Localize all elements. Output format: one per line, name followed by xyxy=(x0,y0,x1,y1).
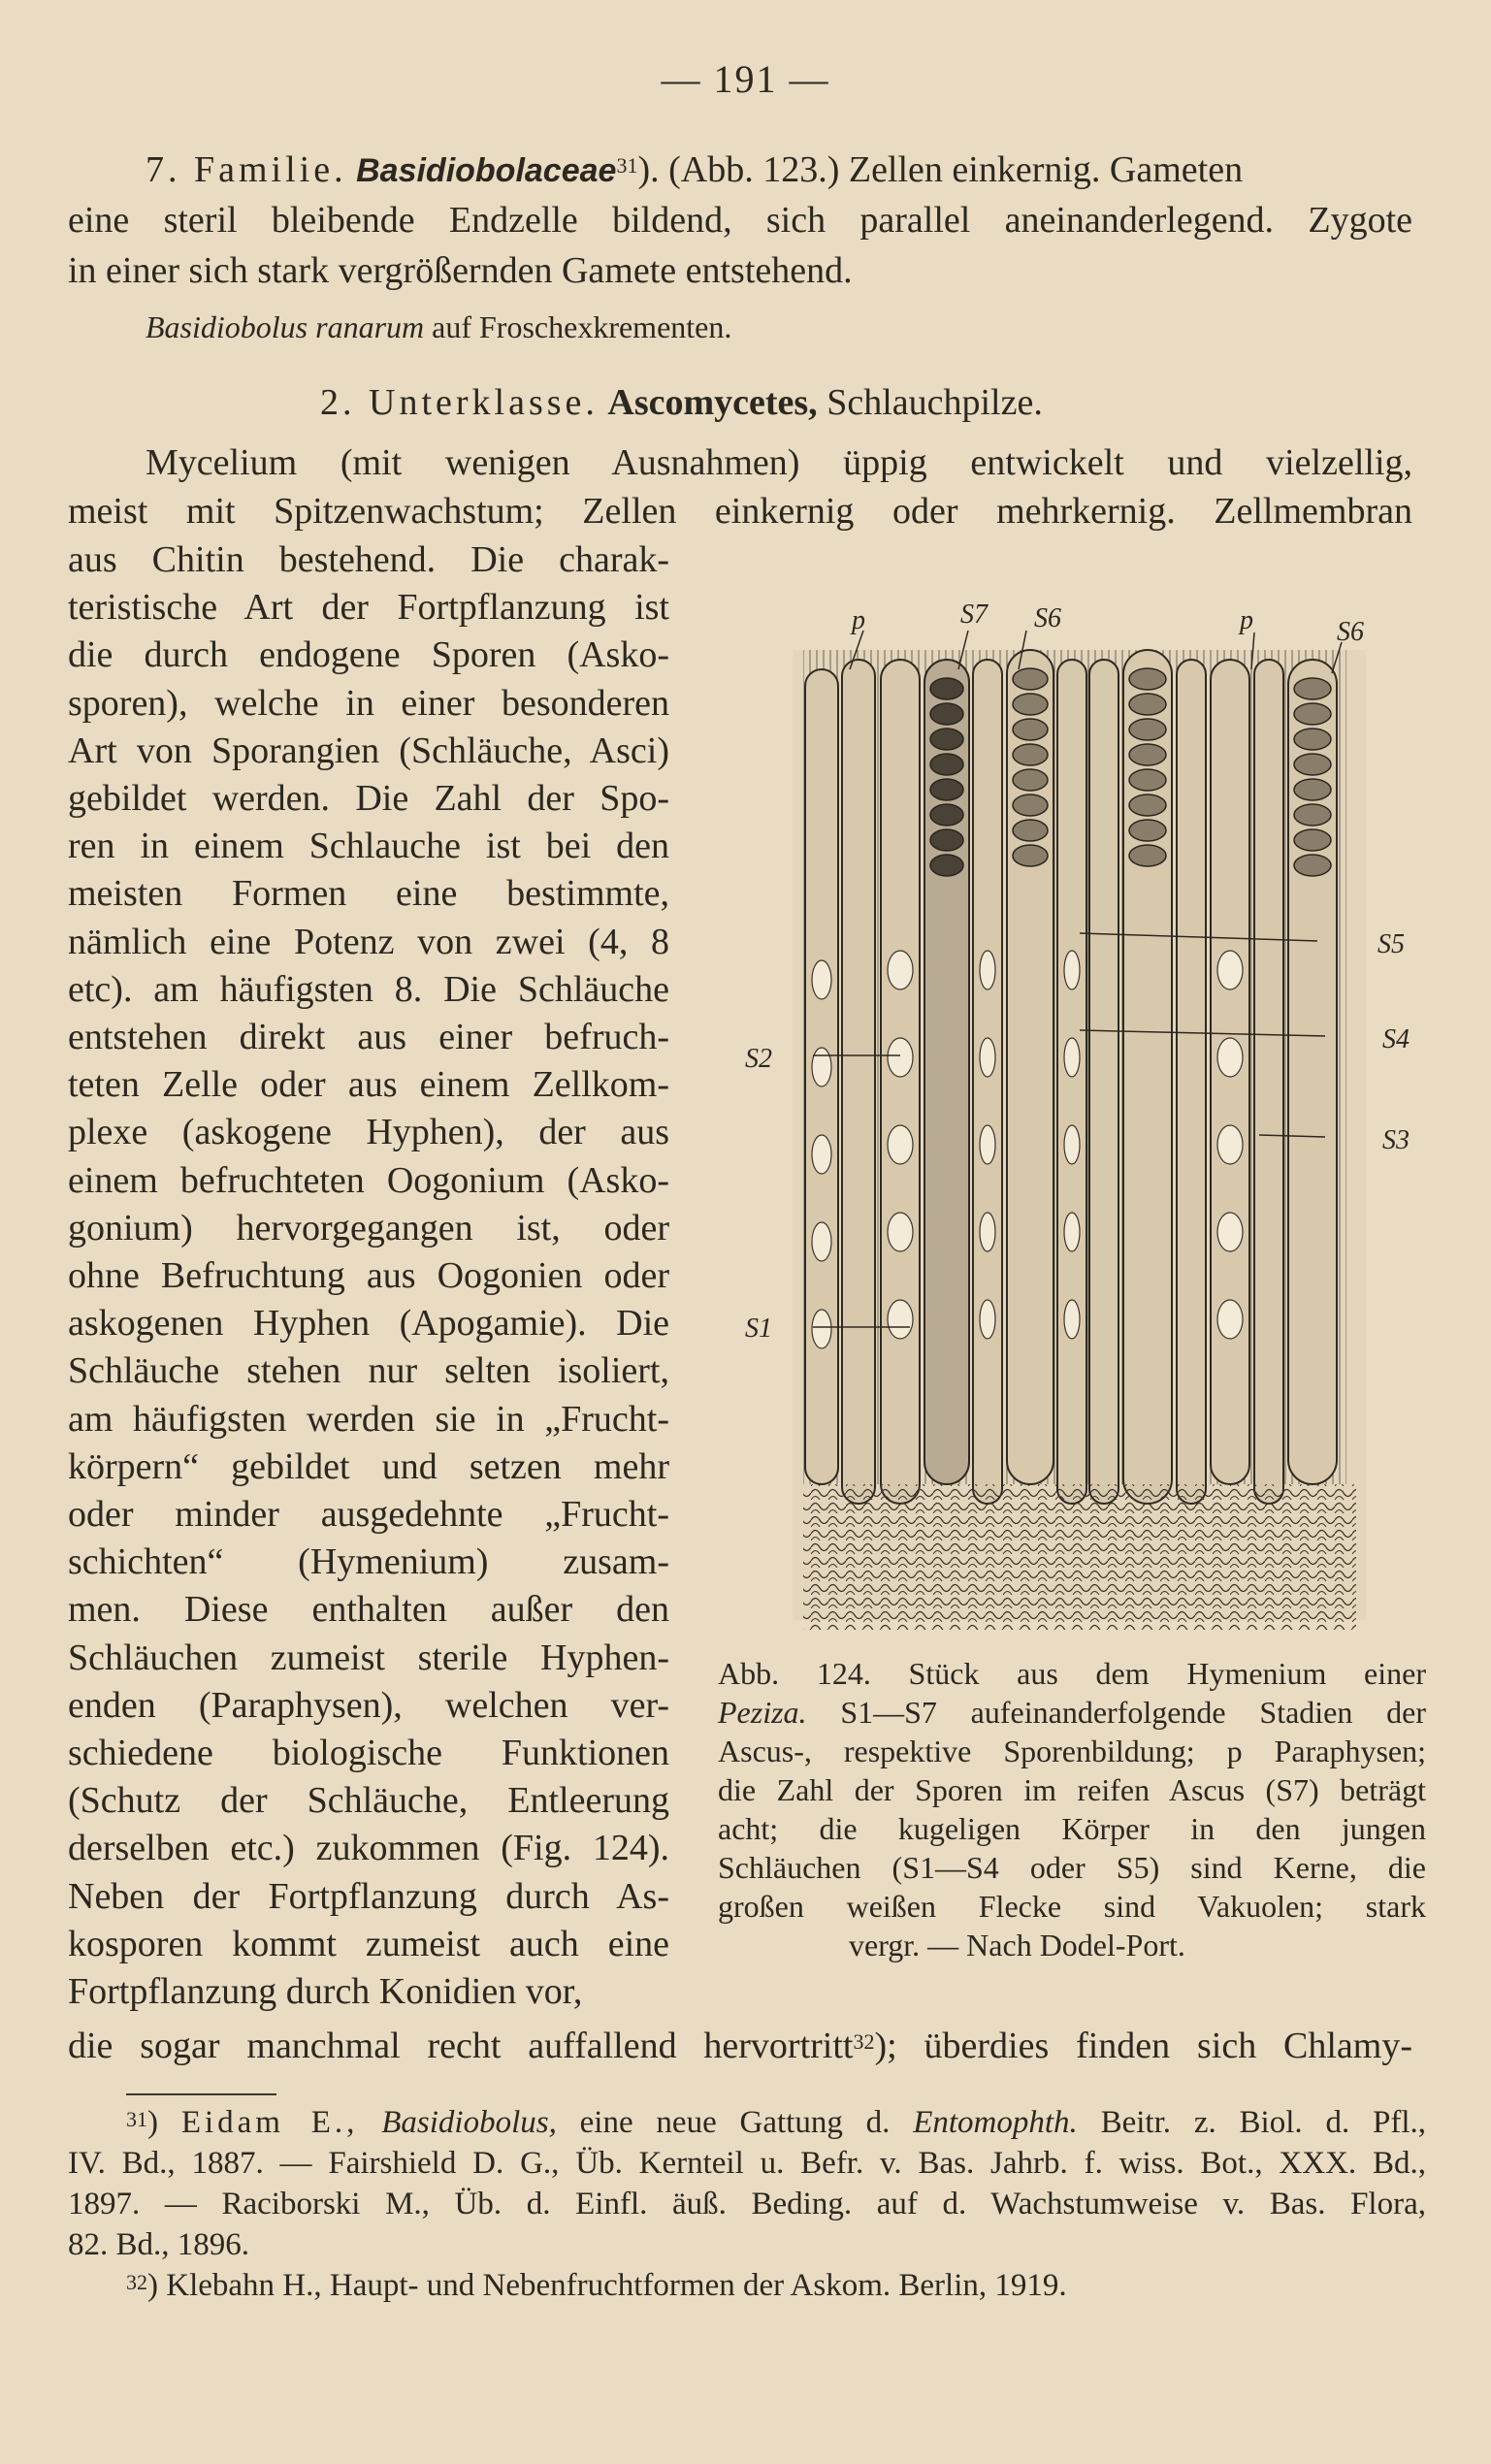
column-line: ohne Befruchtung aus Oogonien oder xyxy=(68,1255,669,1296)
spore xyxy=(930,855,963,876)
spore xyxy=(930,829,963,851)
vacuole xyxy=(980,1038,995,1077)
ascus xyxy=(1177,660,1206,1504)
spore xyxy=(1013,820,1048,841)
spore xyxy=(1294,829,1331,851)
spore xyxy=(1013,769,1048,791)
footnote-ref-32[interactable]: 32 xyxy=(853,2029,875,2054)
column-line: Schläuche stehen nur selten isoliert, xyxy=(68,1350,669,1392)
subhymenium-mesh xyxy=(803,1484,1356,1630)
fn31-text-c: eine neue Gattung d. xyxy=(579,2105,891,2140)
footnote-ref-31[interactable]: 31 xyxy=(616,153,638,178)
vacuole xyxy=(1217,1038,1243,1077)
caption-line-6: Schläuchen (S1—S4 oder S5) sind Kerne, die xyxy=(718,1850,1426,1885)
vacuole xyxy=(1064,1125,1080,1164)
vacuole xyxy=(812,1135,831,1174)
unterklasse-prefix: 2. Unterklasse. xyxy=(320,382,599,423)
column-line: Fortpflanzung durch Konidien vor, xyxy=(68,1971,583,2012)
ascus xyxy=(881,660,920,1504)
spore xyxy=(1129,794,1166,816)
column-line: entstehen direkt aus einer befruch- xyxy=(68,1017,669,1057)
spore xyxy=(1294,804,1331,826)
familie-prefix: 7. Familie. xyxy=(146,149,347,190)
spore xyxy=(930,754,963,775)
footnote-rule xyxy=(126,2093,276,2095)
spore xyxy=(1129,845,1166,866)
spore xyxy=(1294,855,1331,876)
label-s7: S7 xyxy=(960,600,988,630)
spore xyxy=(1129,820,1166,841)
column-line: plexe (askogene Hyphen), der aus xyxy=(68,1112,669,1153)
vacuole xyxy=(888,1125,913,1164)
column-line: etc). am häufigsten 8. Die Schläuche xyxy=(68,968,669,1010)
unterklasse-rest: Schlauchpilze. xyxy=(827,382,1043,423)
vacuole xyxy=(980,1213,995,1251)
column-line: Schläuchen zumeist sterile Hyphen- xyxy=(68,1637,669,1678)
column-line: körpern“ gebildet und setzen mehr xyxy=(68,1445,669,1487)
footnote-32-number: 32 xyxy=(126,2270,147,2294)
vacuole xyxy=(1217,1300,1243,1339)
spore xyxy=(930,779,963,800)
vacuole xyxy=(812,960,831,999)
vacuole xyxy=(812,1048,831,1086)
spore xyxy=(1129,668,1166,690)
vacuole xyxy=(888,1038,913,1077)
column-line: derselben etc.) zukommen (Fig. 124). xyxy=(68,1828,669,1869)
column-line: einem befruchteten Oogonium (Asko- xyxy=(68,1159,669,1201)
vacuole xyxy=(1217,951,1243,989)
body-line-1: Mycelium (mit wenigen Ausnahmen) üppig entwickelt und vielzellig, xyxy=(146,442,1412,483)
column-line: gonium) hervorgegangen ist, oder xyxy=(68,1207,669,1248)
ascus xyxy=(973,660,1002,1504)
footnote-32: $^{32}$) Klebahn H., Haupt- und Nebenfruchtformen der Askom. Berlin, 1919. xyxy=(126,2268,1067,2303)
fn31-genus: Basidiobolus, xyxy=(381,2105,557,2140)
column-line: schichten“ (Hymenium) zusam- xyxy=(68,1541,669,1583)
vacuole xyxy=(980,1300,995,1339)
spore xyxy=(1294,678,1331,699)
unterklasse-name: Ascomycetes, xyxy=(607,382,818,423)
caption-line-2 xyxy=(718,1693,1426,1732)
column-line: Neben der Fortpflanzung durch As- xyxy=(68,1875,669,1917)
vacuole xyxy=(980,1125,995,1164)
caption-genus: Peziza. xyxy=(718,1695,807,1730)
last-line-before: die sogar manchmal recht auffallend hervortritt xyxy=(68,2026,854,2066)
page-number: — 191 — xyxy=(661,57,830,101)
label-p-right: p xyxy=(1240,605,1253,635)
spore xyxy=(1013,694,1048,715)
vacuole xyxy=(1217,1213,1243,1251)
spore xyxy=(1294,754,1331,775)
spore xyxy=(1013,794,1048,816)
asci-group xyxy=(805,650,1337,1504)
vacuole xyxy=(812,1222,831,1261)
familie-after: ). (Abb. 123.) Zellen einkernig. Gameten xyxy=(637,149,1244,190)
caption-line-7: großen weißen Flecke sind Vakuolen; stark xyxy=(718,1889,1426,1924)
vacuole xyxy=(1064,951,1080,989)
footnote-32-text: Klebahn H., Haupt- und Nebenfruchtformen der Askom. Berlin, 1919. xyxy=(166,2268,1067,2303)
label-s2: S2 xyxy=(745,1044,772,1074)
spore xyxy=(1294,703,1331,725)
caption-line-5: acht; die kugeligen Körper in den jungen xyxy=(718,1811,1426,1846)
label-s3: S3 xyxy=(1382,1125,1410,1155)
label-s6-top: S6 xyxy=(1034,603,1061,633)
column-line: die durch endogene Sporen (Asko- xyxy=(68,634,669,676)
column-line: Art von Sporangien (Schläuche, Asci) xyxy=(68,729,669,771)
caption-l2-rest: S1—S7 aufeinanderfolgende Stadien der xyxy=(840,1695,1427,1730)
familie-line-3: in einer sich stark vergrößernden Gamete entstehend. xyxy=(68,250,853,291)
spore xyxy=(1294,779,1331,800)
body-last-line xyxy=(68,2022,1412,2070)
column-line: gebildet werden. Die Zahl der Spo- xyxy=(68,778,669,819)
label-s4: S4 xyxy=(1382,1024,1410,1054)
familie-line-2: eine steril bleibende Endzelle bildend, sich parallel aneinanderlegend. Zygote xyxy=(68,200,1412,241)
footnote-31-number: 31 xyxy=(126,2107,147,2131)
spore xyxy=(1129,694,1166,715)
spore xyxy=(1129,769,1166,791)
familie-heading-line xyxy=(146,146,1243,195)
vacuole xyxy=(1064,1300,1080,1339)
spore xyxy=(930,729,963,750)
spore xyxy=(930,804,963,826)
label-s5: S5 xyxy=(1378,929,1405,959)
ascus xyxy=(1254,660,1283,1504)
spore xyxy=(1129,719,1166,740)
label-p-left: p xyxy=(852,605,865,635)
column-line: men. Diese enthalten außer den xyxy=(68,1589,669,1631)
caption-line-8: vergr. — Nach Dodel-Port. xyxy=(849,1928,1185,1962)
vacuole xyxy=(812,1310,831,1348)
hymenium-figure xyxy=(745,600,1381,1646)
body-line-2: meist mit Spitzenwachstum; Zellen einkernig oder mehrkernig. Zellmembran xyxy=(68,491,1412,532)
column-line: schiedene biologische Funktionen xyxy=(68,1733,669,1773)
caption-line-3: Ascus-, respektive Sporenbildung; p Paraphysen; xyxy=(718,1734,1426,1768)
column-line: askogenen Hyphen (Apogamie). Die xyxy=(68,1303,669,1345)
column-line: aus Chitin bestehend. Die charak- xyxy=(68,539,669,580)
column-line: sporen), welche in einer besonderen xyxy=(68,682,669,724)
label-s1: S1 xyxy=(745,1313,772,1344)
vacuole xyxy=(888,1213,913,1251)
fn31-entomophth: Entomophth. xyxy=(913,2105,1078,2140)
spore xyxy=(1013,668,1048,690)
caption-line-4: die Zahl der Sporen im reifen Ascus (S7) beträgt xyxy=(718,1772,1426,1807)
footnote-31-line-1: $^{31}$) Eidam E., Basidiobolus, eine neue Gattung d. Entomophth. Beitr. z. Biol. d. Pfl., xyxy=(126,2105,1427,2140)
column-line: ren in einem Schlauche ist bei den xyxy=(68,826,669,867)
vacuole xyxy=(888,1300,913,1339)
example-rest: auf Froschexkrementen. xyxy=(432,309,732,344)
column-line: nämlich eine Potenz von zwei (4, 8 xyxy=(68,921,669,962)
column-line: teten Zelle oder aus einem Zellkom- xyxy=(68,1064,669,1106)
vacuole xyxy=(1064,1213,1080,1251)
footnote-31-line-4: 82. Bd., 1896. xyxy=(68,2227,250,2262)
fn31-text-e: Beitr. z. Biol. d. Pfl., xyxy=(1100,2105,1427,2140)
column-line: am häufigsten werden sie in „Frucht- xyxy=(68,1398,669,1440)
familie-example xyxy=(146,303,731,351)
fn31-author: Eidam E., xyxy=(180,2105,359,2140)
column-line: enden (Paraphysen), welchen ver- xyxy=(68,1684,669,1726)
last-line-after: ); überdies finden sich Chlamy- xyxy=(874,2026,1413,2066)
familie-name: Basidiobolaceae xyxy=(356,152,617,189)
ascus xyxy=(842,660,875,1504)
column-line: meisten Formen eine bestimmte, xyxy=(68,873,669,915)
ascus xyxy=(1089,660,1118,1504)
vacuole xyxy=(888,951,913,989)
spore xyxy=(930,678,963,699)
unterklasse-heading xyxy=(320,378,1043,427)
column-line: (Schutz der Schläuche, Entleerung xyxy=(68,1780,669,1822)
spore xyxy=(1013,744,1048,765)
vacuole xyxy=(980,951,995,989)
column-line: oder minder ausgedehnte „Frucht- xyxy=(68,1494,669,1535)
spore xyxy=(1294,729,1331,750)
vacuole xyxy=(1064,1038,1080,1077)
spore xyxy=(1013,845,1048,866)
caption-line-1: Abb. 124. Stück aus dem Hymenium einer xyxy=(718,1656,1426,1691)
spore xyxy=(930,703,963,725)
ascus xyxy=(1057,660,1086,1504)
column-line: kosporen kommt zumeist auch eine xyxy=(68,1923,669,1964)
label-s6-right: S6 xyxy=(1337,617,1364,647)
footnote-31-line-2: IV. Bd., 1887. — Fairshield D. G., Üb. Kernteil u. Befr. v. Bas. Jahrb. f. wiss. Bot., XXX. Bd., xyxy=(68,2146,1426,2181)
example-species: Basidiobolus ranarum xyxy=(146,309,425,344)
column-line: teristische Art der Fortpflanzung ist xyxy=(68,587,669,629)
footnote-31-line-3: 1897. — Raciborski M., Üb. d. Einfl. äuß. Beding. auf d. Wachstumweise v. Bas. Flora, xyxy=(68,2187,1426,2221)
spore xyxy=(1129,744,1166,765)
spore xyxy=(1013,719,1048,740)
vacuole xyxy=(1217,1125,1243,1164)
